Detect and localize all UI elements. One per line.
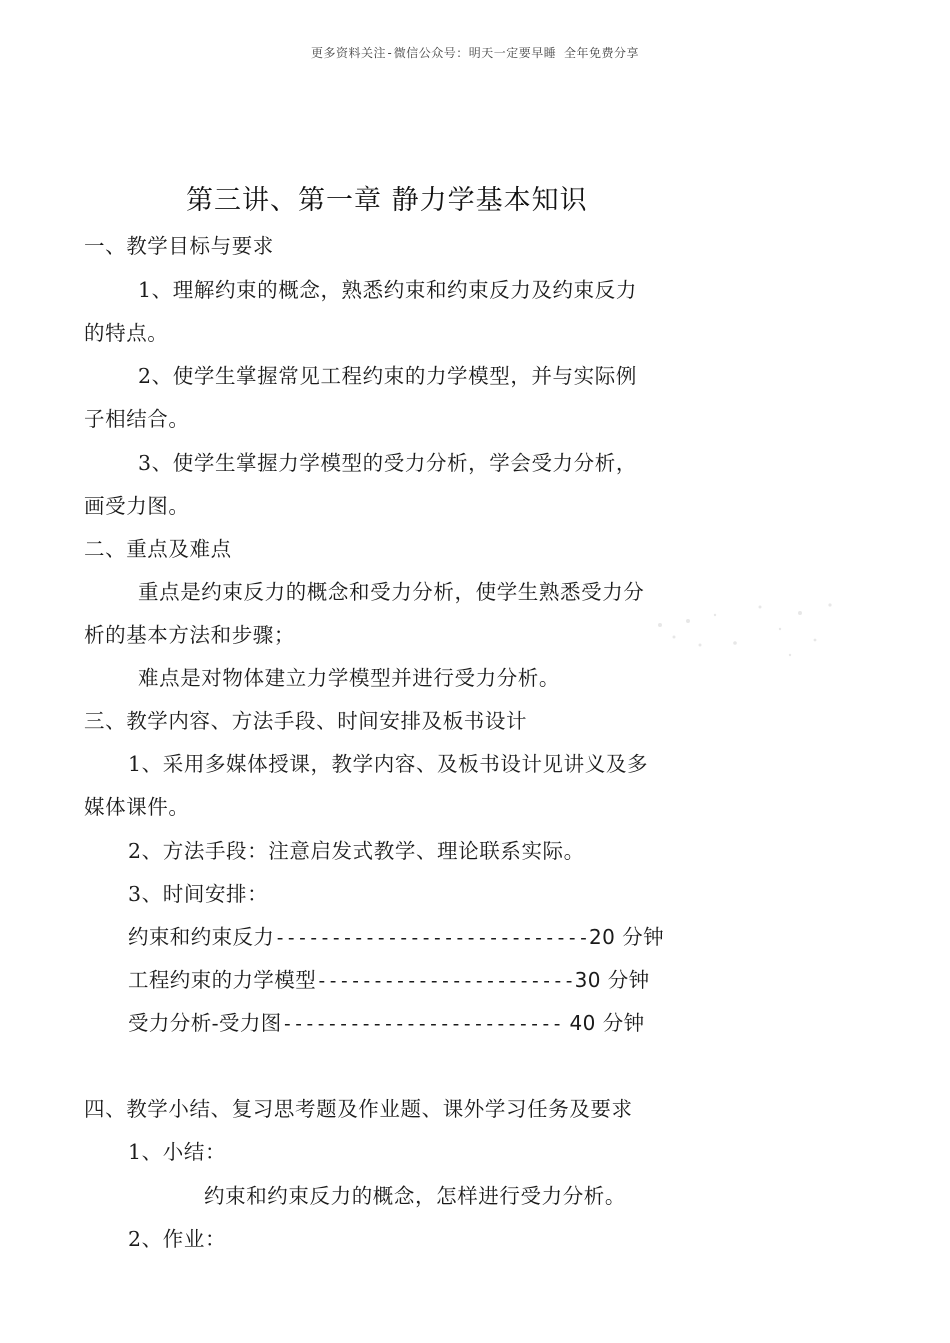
header-note: 更多资料关注-微信公众号：明天一定要早睡 全年免费分享	[311, 46, 639, 60]
page-title: 第三讲、第一章 静力学基本知识	[186, 185, 588, 216]
schedule-dashes: -------------------------	[281, 1013, 563, 1035]
section3-item3: 3、时间安排：	[128, 882, 269, 906]
schedule-topic: 约束和约束反力	[128, 925, 275, 949]
section4-item1: 1、小结：	[128, 1140, 227, 1164]
schedule-minutes: 20	[589, 925, 616, 949]
section1-item1-line2: 的特点。	[84, 321, 169, 345]
schedule-row	[128, 965, 650, 996]
section4-heading: 四、教学小结、复习思考题及作业题、课外学习任务及要求	[84, 1097, 633, 1121]
section1-item2-line2: 子相结合。	[84, 407, 190, 431]
section1-heading: 一、教学目标与要求	[84, 234, 274, 258]
section2-key-line1: 重点是约束反力的概念和受力分析，使学生熟悉受力分	[138, 580, 645, 604]
section1-item1-line1: 1、理解约束的概念，熟悉约束和约束反力及约束反力	[138, 278, 637, 302]
section3-item1-line1: 1、采用多媒体授课，教学内容、及板书设计见讲义及多	[128, 752, 649, 776]
schedule-dashes: ----------------------------	[274, 927, 590, 949]
scan-smudge	[640, 585, 850, 675]
schedule-dashes: -----------------------	[316, 970, 575, 992]
section4-item2: 2、作业：	[128, 1227, 227, 1251]
schedule-row	[128, 1008, 645, 1039]
schedule-minutes: 40	[569, 1011, 596, 1035]
section1-item2-line1: 2、使学生掌握常见工程约束的力学模型，并与实际例	[138, 364, 637, 388]
schedule-row	[128, 922, 664, 953]
schedule-topic: 工程约束的力学模型	[128, 968, 317, 992]
section4-summary: 约束和约束反力的概念，怎样进行受力分析。	[204, 1184, 626, 1208]
section3-item1-line2: 媒体课件。	[84, 795, 190, 819]
section1-item3-line2: 画受力图。	[84, 494, 190, 518]
section2-difficult: 难点是对物体建立力学模型并进行受力分析。	[138, 666, 560, 690]
schedule-unit: 分钟	[622, 925, 664, 949]
section2-key-line2: 析的基本方法和步骤；	[84, 623, 295, 647]
schedule-unit: 分钟	[602, 1011, 645, 1035]
section1-item3-line1: 3、使学生掌握力学模型的受力分析，学会受力分析，	[138, 451, 637, 475]
schedule-minutes: 30	[574, 968, 601, 992]
schedule-topic: 受力分析-受力图	[128, 1011, 282, 1035]
section3-item2: 2、方法手段：注意启发式教学、理论联系实际。	[128, 839, 585, 863]
schedule-unit: 分钟	[607, 968, 650, 992]
section3-heading: 三、教学内容、方法手段、时间安排及板书设计	[84, 709, 528, 733]
section2-heading: 二、重点及难点	[84, 537, 232, 561]
